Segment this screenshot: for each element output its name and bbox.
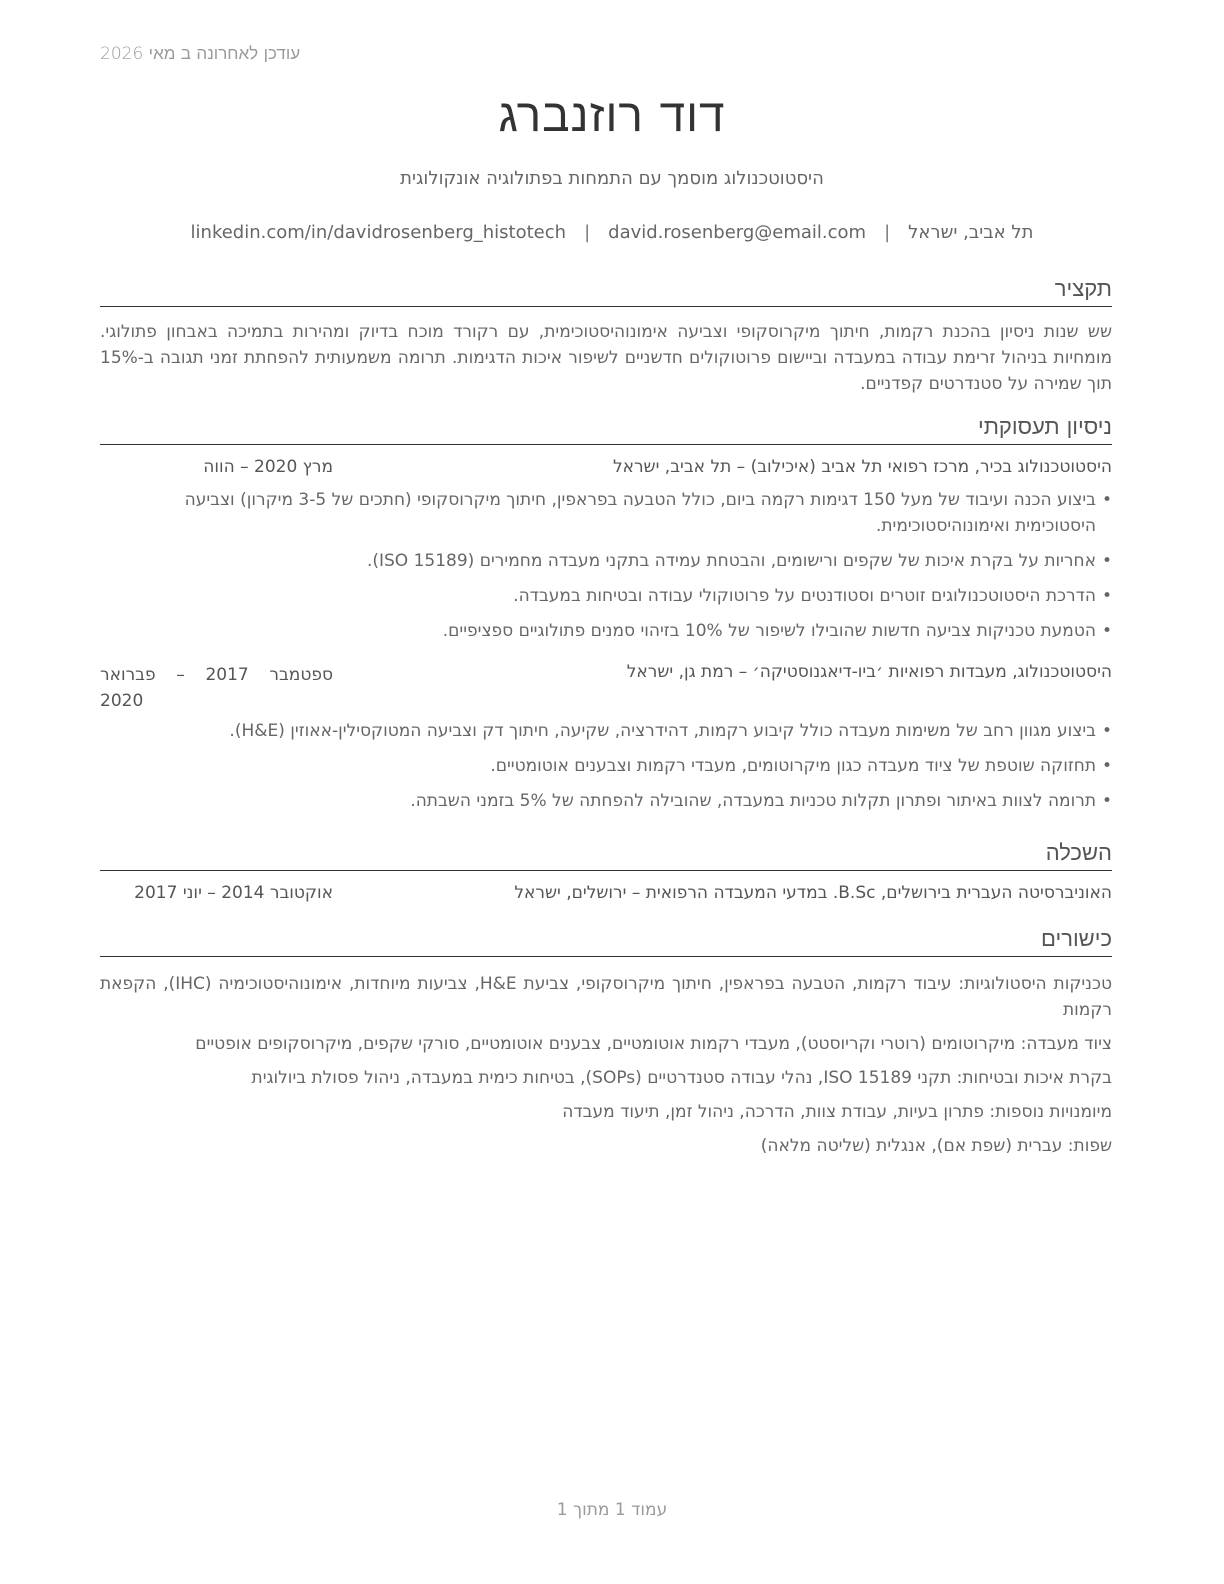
skill-line: בקרת איכות ובטיחות: תקני ISO 15189, נהלי עבודה סטנדרטיים (SOPs), בטיחות כימית במעבדה, ניהול פסולת ביולוגית	[251, 1068, 1112, 1088]
degree: האוניברסיטה העברית בירושלים, B.Sc. במדעי המעבדה הרפואית – ירושלים, ישראל	[514, 883, 1112, 903]
linkedin-link[interactable]: linkedin.com/in/davidrosenberg_histotech	[190, 222, 567, 243]
email-link[interactable]: david.rosenberg@email.com	[608, 222, 867, 243]
education-entry	[100, 883, 1112, 909]
last-updated: עודכן לאחרונה ב מאי 2026	[100, 44, 301, 64]
skill-line: שפות: עברית (שפת אם), אנגלית (שליטה מלאה)	[760, 1136, 1112, 1156]
skill-line: טכניקות היסטולוגיות: עיבוד רקמות, הטבעה בפראפין, חיתוך מיקרוסקופי, צביעת H&E, צביעות מיוחדות, אימונוהיסטוכימיה (IHC), הקפאת רקמות	[100, 974, 1113, 1020]
job-dates: ספטמבר 2017 – פברואר 2020	[100, 665, 333, 711]
skills-section	[100, 926, 1112, 1159]
professional-title: היסטוטכנולוג מוסמך עם התמחות בפתולוגיה אונקולוגית	[400, 168, 824, 189]
list-item: • תחזוקה שוטפת של ציוד מעבדה כגון מיקרוטומים, מעבדי רקמות וצבענים אוטומטיים.	[100, 753, 1112, 779]
job-dates: מרץ 2020 – הווה	[203, 457, 333, 477]
job-bullets	[100, 487, 1112, 644]
skill-line: ציוד מעבדה: מיקרוטומים (רוטרי וקריוסטט), מעבדי רקמות אוטומטיים, צבענים אוטומטיים, סורקי שקפים, מיקרוסקופים אופטיים	[195, 1034, 1112, 1054]
list-item: • ביצוע הכנה ועיבוד של מעל 150 דגימות רקמה ביום, כולל הטבעה בפראפין, חיתוך מיקרוסקופי (חתכים של 3-5 מיקרון) וצביעה היסטוכימית ואימונוהיסטוכימית.	[100, 487, 1112, 539]
summary-text: שש שנות ניסיון בהכנת רקמות, חיתוך מיקרוסקופי וצביעה אימונוהיסטוכימית, עם רקורד מוכח בדיוק ומהירות בתמיכה באבחון פתולוגי. מומחיות בניהול זרימת עבודה במעבדה וביישום פרוטוקולים חדשניים לשיפור איכות הדגימות. תרומה משמעותית להפחתת זמני תגובה ב-15% תוך שמירה על סטנדרטים קפדניים.	[100, 322, 1112, 394]
contact-line	[0, 222, 1224, 243]
page-number: עמוד 1 מתוך 1	[556, 1500, 668, 1520]
candidate-name: דוד רוזנברג	[498, 88, 726, 142]
summary-section	[100, 276, 1112, 397]
separator: |	[584, 222, 591, 243]
education-section	[100, 840, 1112, 909]
list-item: • הדרכת היסטוטכנולוגים זוטרים וסטודנטים על פרוטוקולי עבודה ובטיחות במעבדה.	[100, 583, 1112, 609]
section-title-education: השכלה	[100, 840, 1112, 871]
job-bullets	[100, 718, 1112, 814]
skill-line: מיומנויות נוספות: פתרון בעיות, עבודת צוות, הדרכה, ניהול זמן, תיעוד מעבדה	[562, 1102, 1112, 1122]
job-title: היסטוטכנולוג בכיר, מרכז רפואי תל אביב (איכילוב) – תל אביב, ישראל	[612, 457, 1112, 477]
education-dates: אוקטובר 2014 – יוני 2017	[134, 883, 333, 903]
section-title-skills: כישורים	[100, 926, 1112, 957]
list-item: • תרומה לצוות באיתור ופתרון תקלות טכניות במעבדה, שהובילה להפחתה של 5% בזמני השבתה.	[100, 788, 1112, 814]
section-title-experience: ניסיון תעסוקתי	[100, 414, 1112, 445]
list-item: • הטמעת טכניקות צביעה חדשות שהובילו לשיפור של 10% בזיהוי סמנים פתולוגיים ספציפיים.	[100, 618, 1112, 644]
experience-section	[100, 414, 1112, 823]
section-title-summary: תקציר	[100, 276, 1112, 307]
separator: |	[884, 222, 891, 243]
location: תל אביב, ישראל	[908, 222, 1034, 243]
job-title: היסטוטכנולוג, מעבדות רפואיות ׳ביו-דיאגנוסטיקה׳ – רמת גן, ישראל	[626, 662, 1112, 682]
job-header	[100, 662, 1112, 714]
list-item: • אחריות על בקרת איכות של שקפים ורישומים, והבטחת עמידה בתקני מעבדה מחמירים (ISO 15189).	[100, 548, 1112, 574]
job-header	[100, 457, 1112, 483]
list-item: • ביצוע מגוון רחב של משימות מעבדה כולל קיבוע רקמות, דהידרציה, שקיעה, חיתוך דק וצביעה המטוקסילין-אאוזין (H&E).	[100, 718, 1112, 744]
